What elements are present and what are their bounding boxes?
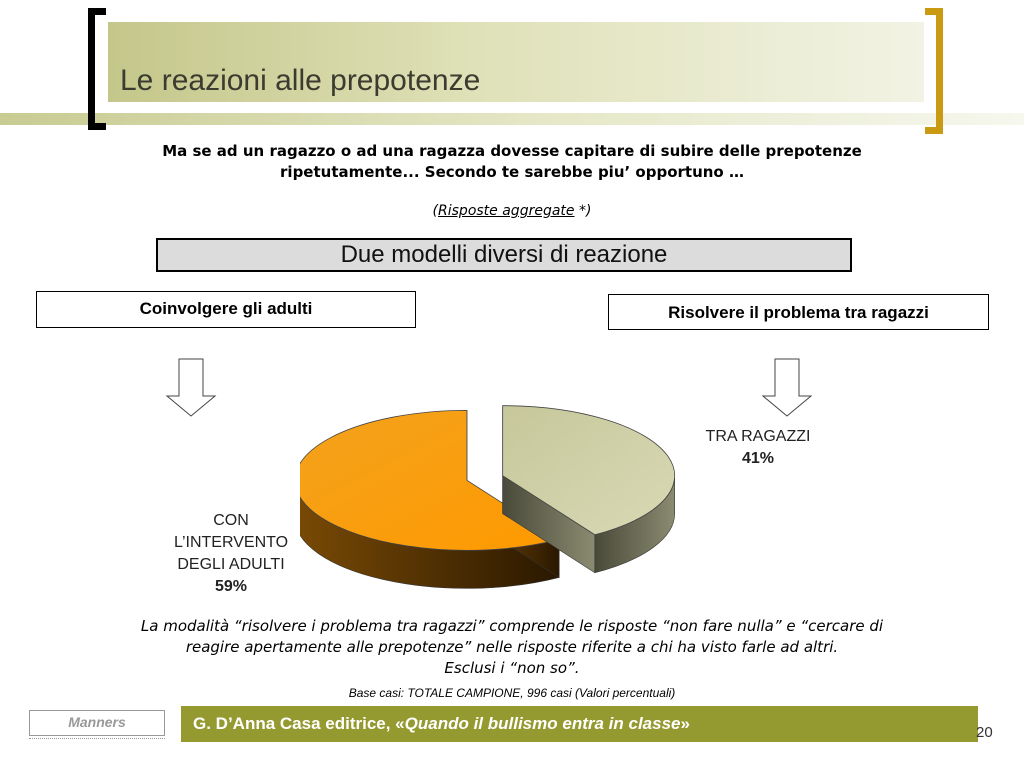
aggregate-open: ( (432, 203, 439, 219)
down-arrow-icon (165, 358, 217, 418)
chart-note (60, 616, 964, 679)
page-title: Le reazioni alle prepotenze (120, 64, 481, 97)
right-bracket-decoration (925, 8, 943, 134)
slice-label-adulti-line: DEGLI ADULTI (177, 556, 285, 573)
option-involve-adults: Coinvolgere gli adulti (36, 291, 416, 328)
page-number: 20 (976, 724, 993, 741)
down-arrow-icon (761, 358, 813, 418)
footer-credit-bar (181, 706, 978, 742)
models-title-box: Due modelli diversi di reazione (156, 238, 852, 272)
note-line-1: La modalità “risolvere i problema tra ragazzi” comprende le risposte “non fare nulla” e “cercare di (140, 617, 884, 635)
slice-label-tra-ragazzi-line: TRA RAGAZZI (705, 428, 811, 445)
pie-chart (300, 400, 680, 590)
note-line-2: reagire apertamente alle prepotenze” nelle risposte riferite a chi ha visto farle ad altri. (185, 638, 839, 656)
manners-divider (29, 738, 165, 739)
note-line-3: Esclusi i “non so”. (444, 659, 580, 677)
credit-book-title: Quando il bullismo entra in classe (404, 714, 681, 733)
slice-label-adulti-line: L’INTERVENTO (173, 534, 289, 551)
aggregate-note (80, 203, 944, 219)
aggregate-link[interactable]: Risposte aggregate (438, 203, 575, 219)
credit-suffix: » (680, 714, 690, 733)
slice-label-tra-ragazzi (690, 426, 826, 470)
slice-value-tra-ragazzi: 41% (741, 450, 775, 467)
slice-label-adulti-line: CON (213, 512, 249, 529)
option-solve-among-kids: Risolvere il problema tra ragazzi (608, 294, 989, 330)
credit-prefix: G. D’Anna Casa editrice, « (193, 714, 405, 733)
slice-value-adulti: 59% (214, 578, 248, 595)
question-line-1: Ma se ad un ragazzo o ad una ragazza dovesse capitare di subire delle prepotenze (162, 142, 862, 160)
question-line-2: ripetutamente... Secondo te sarebbe piu’ opportuno … (280, 163, 744, 181)
title-underline-band (0, 113, 1024, 125)
slice-label-adulti (156, 510, 306, 598)
base-cases-note: Base casi: TOTALE CAMPIONE, 996 casi (Valori percentuali) (348, 686, 676, 700)
survey-question (80, 141, 944, 183)
manners-logo: Manners (29, 710, 165, 736)
aggregate-close: *) (574, 203, 592, 219)
left-bracket-decoration (88, 8, 106, 130)
